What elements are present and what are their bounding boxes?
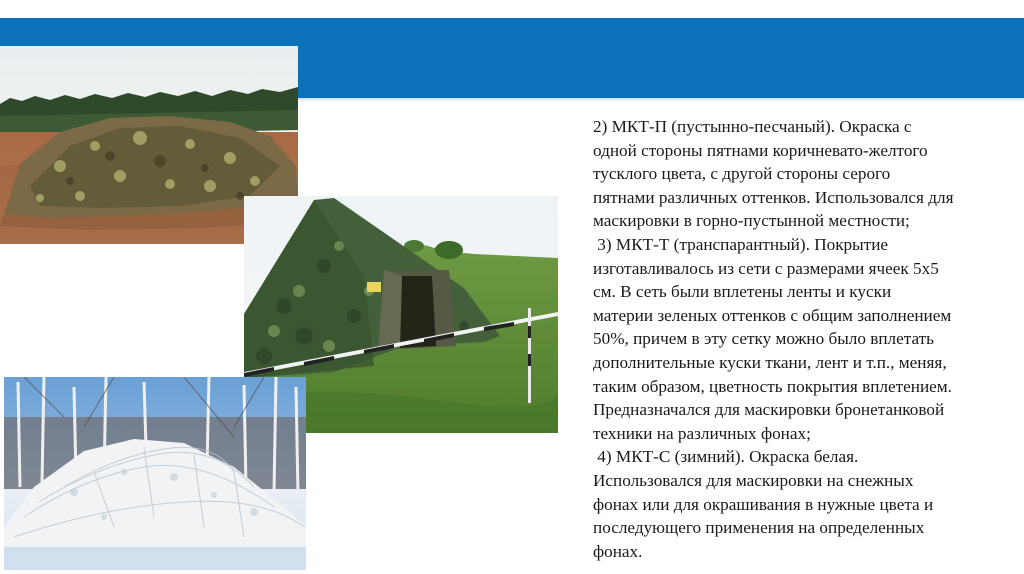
- winter-camouflage-photo: [4, 377, 306, 570]
- text-line: материи зеленых оттенков с общим заполнением: [593, 305, 952, 325]
- description-text: [593, 115, 1011, 563]
- text-line: 4) МКТ-С (зимний). Окраска белая.: [593, 447, 859, 467]
- text-line: таким образом, цветность покрытия вплетением.: [593, 376, 952, 396]
- text-line: изготавливалось из сети с размерами ячеек 5x5: [593, 258, 939, 278]
- text-line: одной стороны пятнами коричневато-желтого: [593, 140, 928, 160]
- text-line: см. В сеть были вплетены ленты и куски: [593, 282, 892, 302]
- text-line: Предназначался для маскировки бронетанковой: [593, 400, 945, 420]
- text-line: 50%, причем в эту сетку можно было вплетать: [593, 329, 935, 349]
- text-line: последующего применения на определенных: [593, 518, 925, 538]
- text-line: фонах.: [593, 541, 643, 561]
- text-line: техники на различных фонах;: [593, 423, 811, 443]
- text-line: тусклого цвета, с другой стороны серого: [593, 164, 891, 184]
- text-line: дополнительные куски ткани, лент и т.п., меняя,: [593, 352, 947, 372]
- text-line: Использовался для маскировки на снежных: [593, 470, 914, 490]
- text-line: маскировки в горно-пустынной местности;: [593, 211, 910, 231]
- snow-camouflaged-mound-icon: [4, 377, 306, 570]
- text-line: 3) МКТ-Т (транспарантный). Покрытие: [593, 234, 889, 254]
- text-line: фонах или для окрашивания в нужные цвета и: [593, 494, 934, 514]
- text-line: пятнами различных оттенков. Использовался для: [593, 187, 954, 207]
- text-line: 2) МКТ-П (пустынно-песчаный). Окраска с: [593, 117, 912, 136]
